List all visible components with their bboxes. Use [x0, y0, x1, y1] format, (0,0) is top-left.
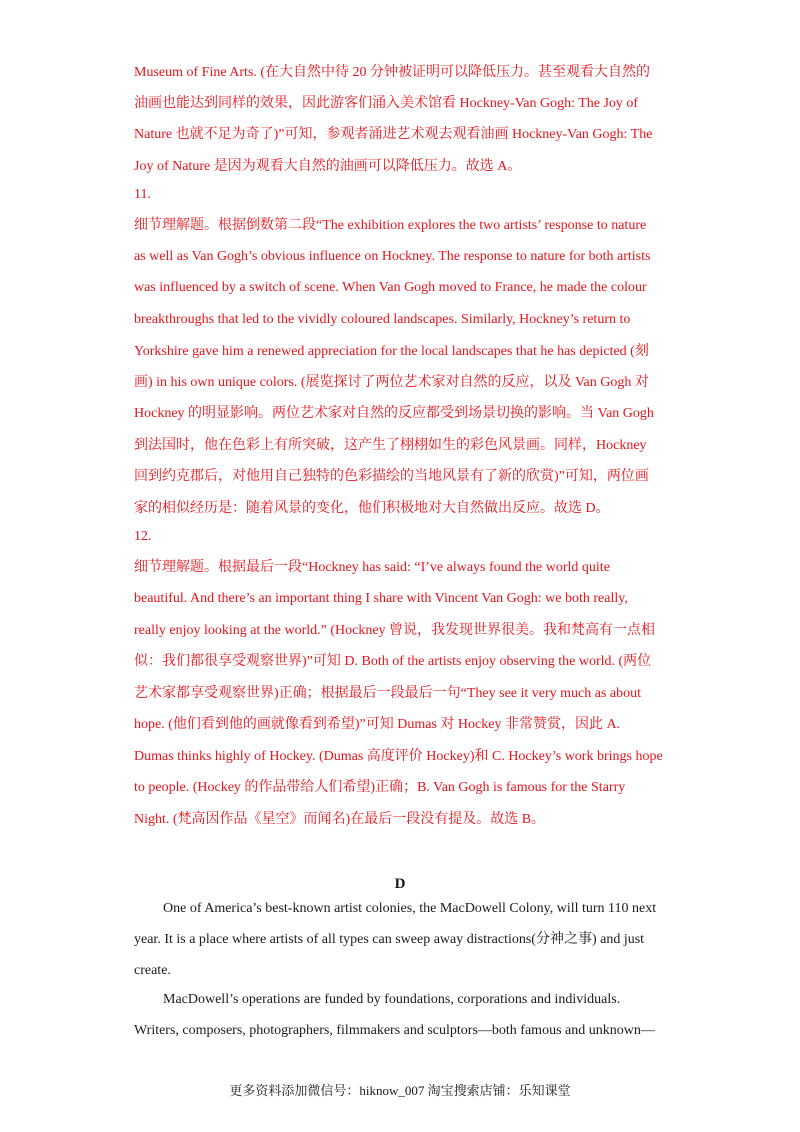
answer-line: Dumas thinks highly of Hockey. (Dumas 高度评价 Hockey)和 C. Hockey’s work brings hope	[134, 749, 663, 764]
answer-line: to people. (Hockey 的作品带给人们希望)正确；B. Van Gogh is famous for the Starry	[134, 780, 626, 795]
answer-line: 油画也能达到同样的效果，因此游客们涌入美术馆看 Hockney-Van Gogh: The Joy of	[134, 96, 639, 111]
answer-line: 细节理解题。根据倒数第二段“The exhibition explores the two artists’ response to nature	[134, 218, 647, 233]
passage-line: MacDowell’s operations are funded by foundations, corporations and individuals.	[163, 992, 621, 1007]
passage-line: Writers, composers, photographers, filmmakers and sculptors—both famous and unknown—	[134, 1023, 655, 1038]
passage-line: year. It is a place where artists of all types can sweep away distractions(分神之事) and just	[134, 932, 645, 947]
answer-line: Joy of Nature 是因为观看大自然的油画可以降低压力。故选 A。	[134, 159, 522, 174]
answer-line: really enjoy looking at the world.” (Hockney 曾说，我发现世界很美。我和梵高有一点相	[134, 623, 656, 638]
answer-line: Yorkshire gave him a renewed appreciation for the local landscapes that he has depicted (刻	[134, 344, 649, 359]
question-number-11: 11.	[134, 187, 151, 202]
answer-line: 画) in his own unique colors. (展览探讨了两位艺术家对自然的反应，以及 Van Gogh 对	[134, 375, 649, 390]
section-heading: D	[394, 876, 406, 892]
answer-line: 家的相似经历是：随着风景的变化，他们积极地对大自然做出反应。故选 D。	[134, 501, 610, 516]
answer-line: beautiful. And there’s an important thing I share with Vincent Van Gogh: we both really,	[134, 591, 628, 606]
answer-line: 细节理解题。根据最后一段“Hockney has said: “I’ve always found the world quite	[134, 560, 610, 575]
answer-line: breakthroughs that led to the vividly coloured landscapes. Similarly, Hockney’s return to	[134, 312, 631, 327]
answer-line: 回到约克郡后，对他用自己独特的色彩描绘的当地风景有了新的欣赏)”可知，两位画	[134, 469, 649, 484]
answer-line: was influenced by a switch of scene. When Van Gogh moved to France, he made the colour	[134, 280, 647, 295]
passage-line: create.	[134, 963, 171, 978]
answer-line: as well as Van Gogh’s obvious influence on Hockney. The response to nature for both artists	[134, 249, 651, 264]
answer-line: Nature 也就不足为奇了)”可知，参观者涌进艺术观去观看油画 Hockney-Van Gogh: The	[134, 127, 653, 142]
answer-line: Museum of Fine Arts. (在大自然中待 20 分钟被证明可以降低压力。甚至观看大自然的	[134, 65, 651, 80]
answer-line: 到法国时，他在色彩上有所突破，这产生了栩栩如生的彩色风景画。同样，Hockney	[134, 438, 647, 453]
answer-line: Hockney 的明显影响。两位艺术家对自然的反应都受到场景切换的影响。当 Van Gogh	[134, 406, 654, 421]
answer-line: 艺术家都享受观察世界)正确；根据最后一段最后一句“They see it very much as about	[134, 686, 642, 701]
answer-line: Night. (梵高因作品《星空》而闻名)在最后一段没有提及。故选 B。	[134, 812, 546, 827]
page-footer: 更多资料添加微信号：hiknow_007 淘宝搜索店铺：乐知课堂	[229, 1083, 571, 1098]
passage-line: One of America’s best-known artist colonies, the MacDowell Colony, will turn 110 next	[163, 901, 657, 916]
question-number-12: 12.	[134, 529, 152, 544]
answer-line: hope. (他们看到他的画就像看到希望)”可知 Dumas 对 Hockey 非常赞赏，因此 A.	[134, 717, 621, 732]
answer-line: 似：我们都很享受观察世界)”可知 D. Both of the artists enjoy observing the world. (两位	[134, 654, 652, 669]
